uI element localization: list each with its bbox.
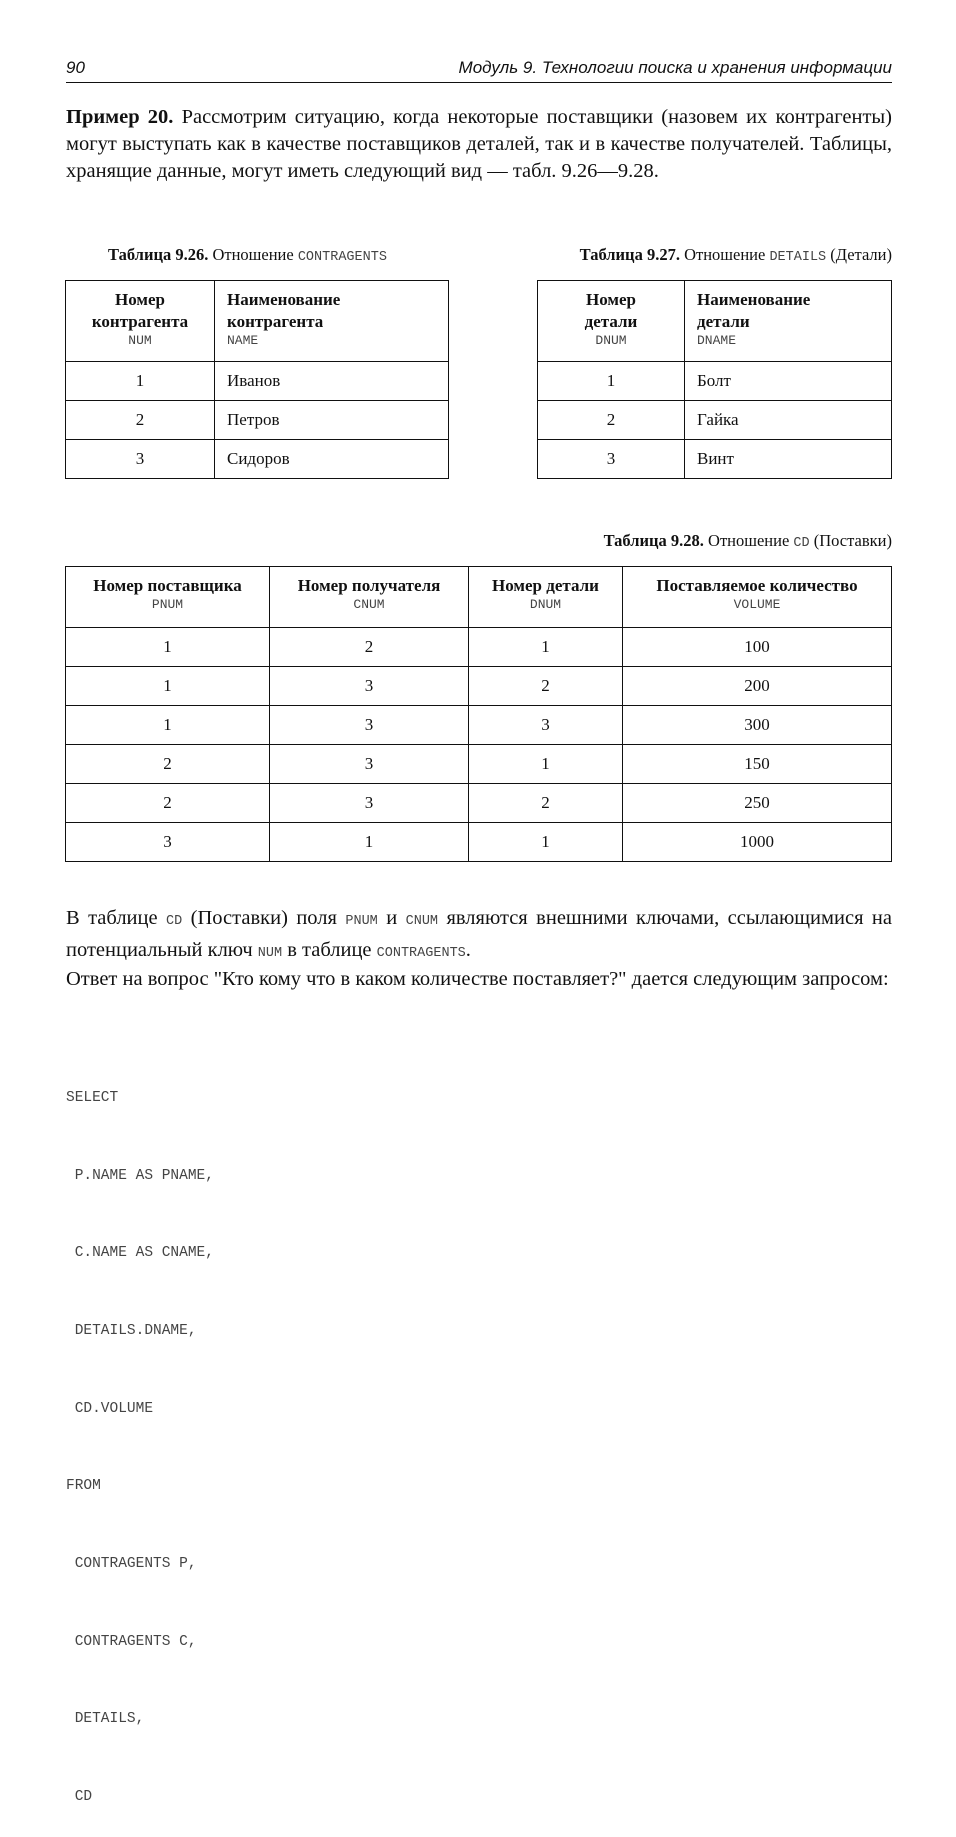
table-cell: 3 xyxy=(270,706,469,745)
column-header xyxy=(538,281,685,362)
sql-code-block xyxy=(66,1034,214,1837)
table-cell: 3 xyxy=(270,784,469,823)
column-header xyxy=(270,567,469,628)
header-title: Поставляемое количество xyxy=(656,576,858,595)
caption-label: Таблица 9.28. xyxy=(603,531,704,550)
table-cell: 3 xyxy=(66,440,215,479)
column-header xyxy=(66,567,270,628)
header-code: NAME xyxy=(227,333,259,348)
code-line: CONTRAGENTS P, xyxy=(66,1556,197,1573)
text: В таблице xyxy=(66,907,167,929)
code-line: FROM xyxy=(66,1478,101,1495)
table-cell: 2 xyxy=(469,784,623,823)
intro-text: Рассмотрим ситуацию, когда некоторые поставщики (назовем их контрагенты) могут выступать как в качестве поставщиков деталей, так и в качестве получателей. Таблицы, хранящие данные, могут иметь следующий вид — табл. 9.26—9.28. xyxy=(66,106,892,182)
table-row xyxy=(66,667,892,706)
table-row xyxy=(66,823,892,862)
table-row xyxy=(66,401,449,440)
table-caption-9-28 xyxy=(604,531,892,551)
caption-code: CONTRAGENTS xyxy=(297,250,387,265)
table-cell: 1 xyxy=(66,667,270,706)
table-cell: Гайка xyxy=(685,401,892,440)
query-intro-paragraph: Ответ на вопрос "Кто кому что в каком количестве поставляет?" дается следующим запросом: xyxy=(66,968,889,990)
column-header xyxy=(66,281,215,362)
header-title: Номер детали xyxy=(492,576,599,595)
table-cell: 1000 xyxy=(623,823,892,862)
code-line: SELECT xyxy=(66,1089,119,1106)
table-cell: Сидоров xyxy=(215,440,449,479)
table-cell: 1 xyxy=(469,823,623,862)
code: NUM xyxy=(257,946,283,961)
header-title: контрагента xyxy=(227,312,324,331)
table-contragents xyxy=(65,280,449,479)
header-title: детали xyxy=(697,312,750,331)
header-code: DNUM xyxy=(529,597,562,612)
table-cell: 2 xyxy=(66,784,270,823)
table-cell: 3 xyxy=(270,745,469,784)
header-code: PNUM xyxy=(151,597,184,612)
table-cell: 2 xyxy=(270,628,469,667)
table-cell: Болт xyxy=(685,362,892,401)
table-cell: 150 xyxy=(623,745,892,784)
caption-text: Отношение xyxy=(208,245,298,264)
caption-text: Отношение xyxy=(703,531,794,550)
table-row xyxy=(538,362,892,401)
code-line: DETAILS, xyxy=(66,1711,145,1728)
text: (Поставки) поля xyxy=(182,907,346,929)
table-cell: 3 xyxy=(270,667,469,706)
text: в таблице xyxy=(282,939,377,961)
table-cell: 2 xyxy=(66,401,215,440)
text: являются внешними ключами, ссылающимися на потенциальный ключ xyxy=(66,907,892,961)
running-title: Модуль 9. Технологии поиска и хранения информации xyxy=(458,58,892,77)
table-row xyxy=(66,706,892,745)
caption-label: Таблица 9.26. xyxy=(108,245,209,264)
table-row xyxy=(538,401,892,440)
table-cell: 300 xyxy=(623,706,892,745)
column-header xyxy=(469,567,623,628)
caption-code: CD xyxy=(793,536,810,551)
header-code: NUM xyxy=(128,333,152,348)
table-cell: 1 xyxy=(66,362,215,401)
caption-text: Отношение xyxy=(679,245,770,264)
table-cell: Иванов xyxy=(215,362,449,401)
header-code: VOLUME xyxy=(733,597,781,612)
table-cell: 2 xyxy=(469,667,623,706)
table-cell: Петров xyxy=(215,401,449,440)
code-line: C.NAME AS CNAME, xyxy=(66,1245,214,1262)
table-cell: 3 xyxy=(66,823,270,862)
code: CONTRAGENTS xyxy=(376,946,466,961)
header-title: Наименование xyxy=(697,290,811,309)
table-header-row xyxy=(66,567,892,628)
foreign-keys-paragraph xyxy=(66,904,892,968)
table-cell: 1 xyxy=(66,706,270,745)
header-code: DNAME xyxy=(697,333,737,348)
code-line: CD.VOLUME xyxy=(66,1400,154,1417)
header-title: Номер поставщика xyxy=(93,576,242,595)
table-cell: Винт xyxy=(685,440,892,479)
table-cell: 3 xyxy=(538,440,685,479)
header-title: контрагента xyxy=(91,312,189,331)
table-row xyxy=(66,362,449,401)
caption-code: DETAILS xyxy=(769,250,827,265)
table-cell: 200 xyxy=(623,667,892,706)
code-line: P.NAME AS PNAME, xyxy=(66,1167,214,1184)
header-title: Наименование xyxy=(227,290,341,309)
table-header-row xyxy=(66,281,449,362)
table-cell: 1 xyxy=(66,628,270,667)
table-cell: 250 xyxy=(623,784,892,823)
table-row xyxy=(66,440,449,479)
table-cell: 3 xyxy=(469,706,623,745)
table-row xyxy=(538,440,892,479)
table-cell: 1 xyxy=(270,823,469,862)
example-label: Пример 20. xyxy=(66,106,174,128)
table-cell: 1 xyxy=(469,745,623,784)
code-line: CD xyxy=(66,1789,93,1806)
running-header xyxy=(66,56,892,83)
header-title: Номер xyxy=(586,290,636,309)
table-row xyxy=(66,745,892,784)
column-header xyxy=(623,567,892,628)
code-line: CONTRAGENTS C, xyxy=(66,1633,197,1650)
header-title: детали xyxy=(584,312,638,331)
header-code: DNUM xyxy=(595,333,627,348)
table-cell: 1 xyxy=(538,362,685,401)
caption-tail: (Детали) xyxy=(826,245,892,264)
column-header xyxy=(215,281,449,362)
intro-paragraph xyxy=(66,104,892,185)
table-caption-9-27 xyxy=(580,245,892,265)
code: CD xyxy=(166,914,183,929)
table-cell: 2 xyxy=(538,401,685,440)
table-cd-supplies xyxy=(65,566,892,862)
code: PNUM xyxy=(345,914,378,929)
page-number: 90 xyxy=(66,58,85,77)
table-cell: 2 xyxy=(66,745,270,784)
header-code: CNUM xyxy=(353,597,385,612)
column-header xyxy=(685,281,892,362)
header-title: Номер получателя xyxy=(297,576,441,595)
table-header-row xyxy=(538,281,892,362)
header-title: Номер xyxy=(115,290,165,309)
text: . xyxy=(465,939,471,961)
code: CNUM xyxy=(405,914,439,929)
caption-label: Таблица 9.27. xyxy=(579,245,680,264)
code-line: DETAILS.DNAME, xyxy=(66,1322,197,1339)
table-details xyxy=(537,280,892,479)
text: и xyxy=(377,907,406,929)
table-cell: 1 xyxy=(469,628,623,667)
table-caption-9-26 xyxy=(108,245,387,265)
table-row xyxy=(66,628,892,667)
table-row xyxy=(66,784,892,823)
table-cell: 100 xyxy=(623,628,892,667)
caption-tail: (Поставки) xyxy=(809,531,892,550)
